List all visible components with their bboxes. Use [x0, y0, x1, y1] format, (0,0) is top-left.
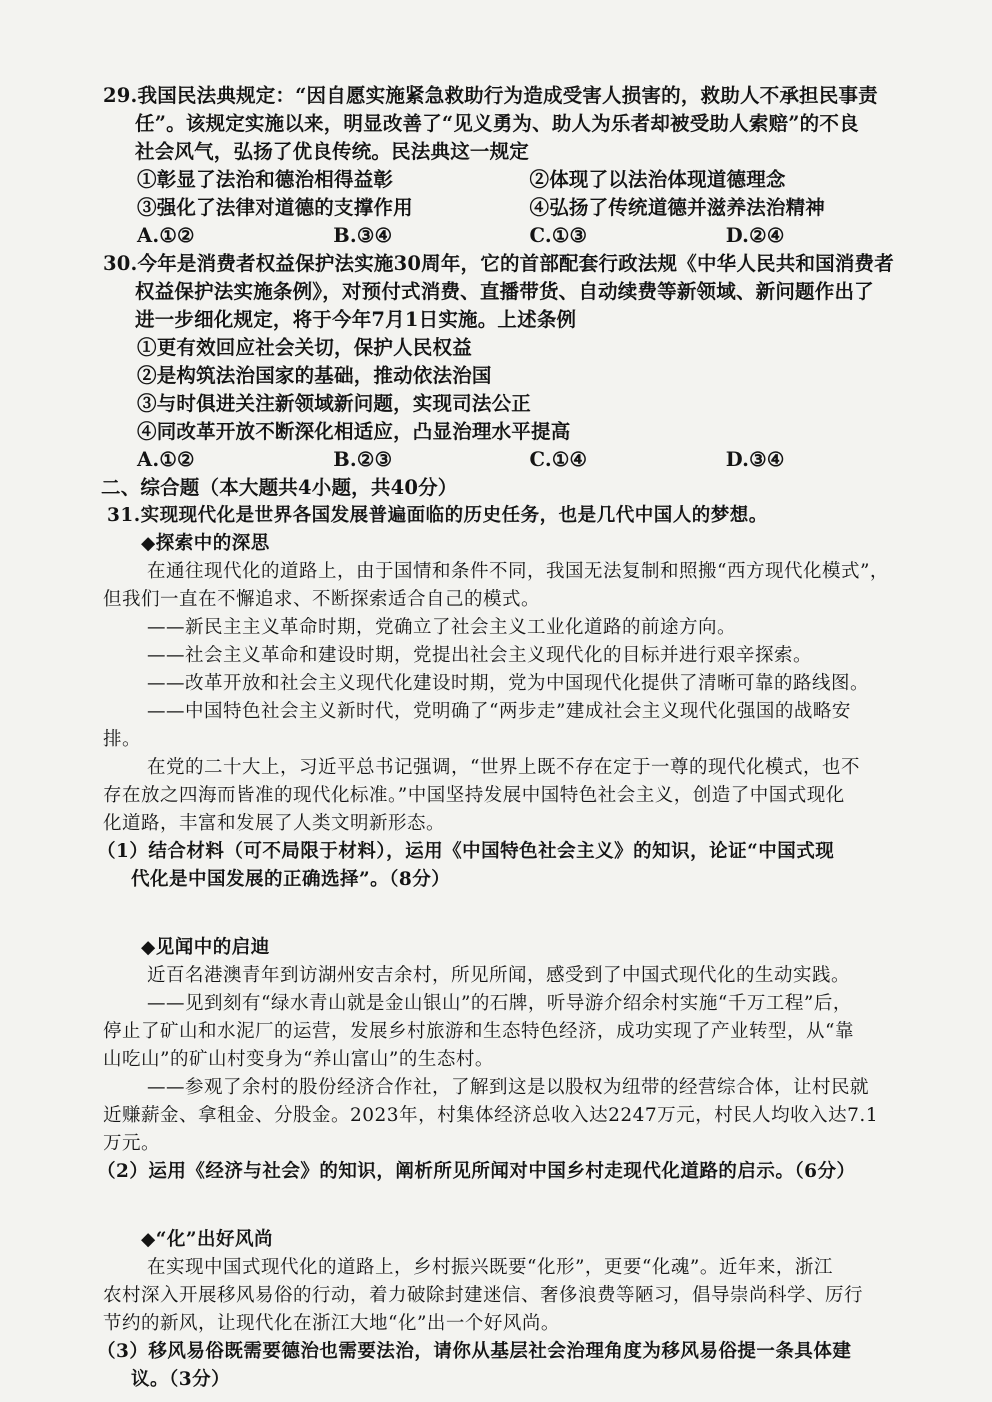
q29-option-a: A.①② [137, 224, 195, 247]
q31-part1-line: 化道路，丰富和发展了人类文明新形态。 [103, 813, 446, 834]
q30-option-c: C.①④ [529, 448, 588, 471]
q30-option-b: B.②③ [333, 448, 393, 471]
q31-intro: 31.实现现代化是世界各国发展普遍面临的历史任务，也是几代中国人的梦想。 [107, 505, 768, 526]
q31-part2-line: 停止了矿山和水泥厂的运营，发展乡村旅游和生态特色经济，成功实现了产业转型，从“靠 [103, 1021, 854, 1042]
q31-part1-line: 在党的二十大上，习近平总书记强调，“世界上既不存在定于一尊的现代化模式，也不 [147, 757, 860, 778]
q29-item: ④弘扬了传统道德并滋养法治精神 [529, 196, 826, 219]
q31-part1-line: ——新民主主义革命时期，党确立了社会主义工业化道路的前途方向。 [147, 617, 737, 638]
q29-item: ①彰显了法治和德治相得益彰 [137, 168, 394, 191]
q31-part1-line: ——社会主义革命和建设时期，党提出社会主义现代化的目标并进行艰辛探索。 [147, 645, 813, 666]
q31-part1-line: 排。 [103, 729, 142, 750]
q30-item: ①更有效回应社会关切，保护人民权益 [137, 336, 472, 359]
q31-question-1: （1）结合材料（可不局限于材料），运用《中国特色社会主义》的知识，论证“中国式现 [97, 841, 835, 862]
q29-items-row [103, 194, 922, 222]
question-31 [97, 502, 922, 1394]
q31-part3-line: 在实现中国式现代化的道路上，乡村振兴既要“化形”，更要“化魂”。近年来，浙江 [147, 1257, 833, 1278]
q31-part2-line: ——参观了余村的股份经济合作社，了解到这是以股权为纽带的经营综合体，让村民就 [147, 1077, 870, 1098]
q29-stem-line: 社会风气，弘扬了优良传统。民法典这一规定 [135, 140, 530, 163]
q30-stem-line: 进一步细化规定，将于今年7月1日实施。上述条例 [135, 308, 577, 331]
q31-part2-heading: ◆见闻中的启迪 [141, 937, 270, 958]
q30-stem-line: 权益保护法实施条例》，对预付式消费、直播带货、自动续费等新领域、新问题作出了 [135, 280, 874, 303]
question-29 [103, 82, 922, 250]
q31-part2-line: 近赚薪金、拿租金、分股金。2023年，村集体经济总收入达2247万元，村民人均收入达7.1 [103, 1105, 879, 1126]
q30-item: ②是构筑法治国家的基础，推动依法治国 [137, 364, 492, 387]
q31-part1-line: 存在放之四海而皆准的现代化标准。”中国坚持发展中国特色社会主义，创造了中国式现化 [103, 785, 845, 806]
q31-part1-line: ——中国特色社会主义新时代，党明确了“两步走”建成社会主义现代化强国的战略安 [147, 701, 851, 722]
q30-option-d: D.③④ [725, 448, 785, 471]
q30-stem-line: 30.今年是消费者权益保护法实施30周年，它的首部配套行政法规《中华人民共和国消费者 [103, 252, 894, 275]
q29-item: ③强化了法律对道德的支撑作用 [137, 196, 413, 219]
q31-part2-line: 万元。 [103, 1133, 161, 1154]
q31-part3-line: 农村深入开展移风易俗的行动，着力破除封建迷信、奢侈浪费等陋习，倡导崇尚科学、厉行 [103, 1285, 864, 1306]
q31-part3-line: 节约的新风，让现代化在浙江大地“化”出一个好风尚。 [103, 1313, 560, 1334]
q31-question-1-cont: 代化是中国发展的正确选择”。（8分） [131, 869, 451, 890]
q31-part1-heading: ◆探索中的深思 [141, 533, 270, 554]
q30-option-a: A.①② [137, 448, 195, 471]
q29-option-b: B.③④ [333, 224, 393, 247]
q31-part2-line: 山吃山”的矿山村变身为“养山富山”的生态村。 [103, 1049, 494, 1070]
q30-item: ④同改革开放不断深化相适应，凸显治理水平提高 [137, 420, 571, 443]
question-30 [103, 250, 922, 474]
q30-item: ③与时俱进关注新领域新问题，实现司法公正 [137, 392, 532, 415]
q31-question-2: （2）运用《经济与社会》的知识，阐析所见所闻对中国乡村走现代化道路的启示。（6分） [97, 1161, 856, 1182]
q29-stem-line: 任”。该规定实施以来，明显改善了“见义勇为、助人为乐者却被受助人索赔”的不良 [135, 112, 859, 135]
q29-option-c: C.①③ [529, 224, 588, 247]
q29-option-d: D.②④ [725, 224, 785, 247]
q31-part1-line: 但我们一直在不懈追求、不断探索适合自己的模式。 [103, 589, 541, 610]
q31-part2-line: ——见到刻有“绿水青山就是金山银山”的石牌，听导游介绍余村实施“千万工程”后， [147, 993, 852, 1014]
q31-part3-heading: ◆“化”出好风尚 [141, 1229, 274, 1250]
q31-question-3: （3）移风易俗既需要德治也需要法治，请你从基层社会治理角度为移风易俗提一条具体建 [97, 1341, 852, 1362]
q31-part2-line: 近百名港澳青年到访湖州安吉余村，所见所闻，感受到了中国式现代化的生动实践。 [147, 965, 851, 986]
q31-part1-line: ——改革开放和社会主义现代化建设时期，党为中国现代化提供了清晰可靠的路线图。 [147, 673, 870, 694]
q29-items-row [103, 166, 922, 194]
q31-part1-line: 在通往现代化的道路上，由于国情和条件不同，我国无法复制和照搬“西方现代化模式”， [147, 561, 889, 582]
q29-options-row [103, 222, 922, 250]
q29-stem-line: 29.我国民法典规定：“因自愿实施紧急救助行为造成受害人损害的，救助人不承担民事责 [103, 84, 878, 107]
q29-item: ②体现了以法治体现道德理念 [529, 168, 786, 191]
q31-question-3-cont: 议。（3分） [131, 1369, 231, 1390]
q30-options-row [103, 446, 922, 474]
section-2-title: 二、综合题（本大题共4小题，共40分） [101, 476, 458, 499]
